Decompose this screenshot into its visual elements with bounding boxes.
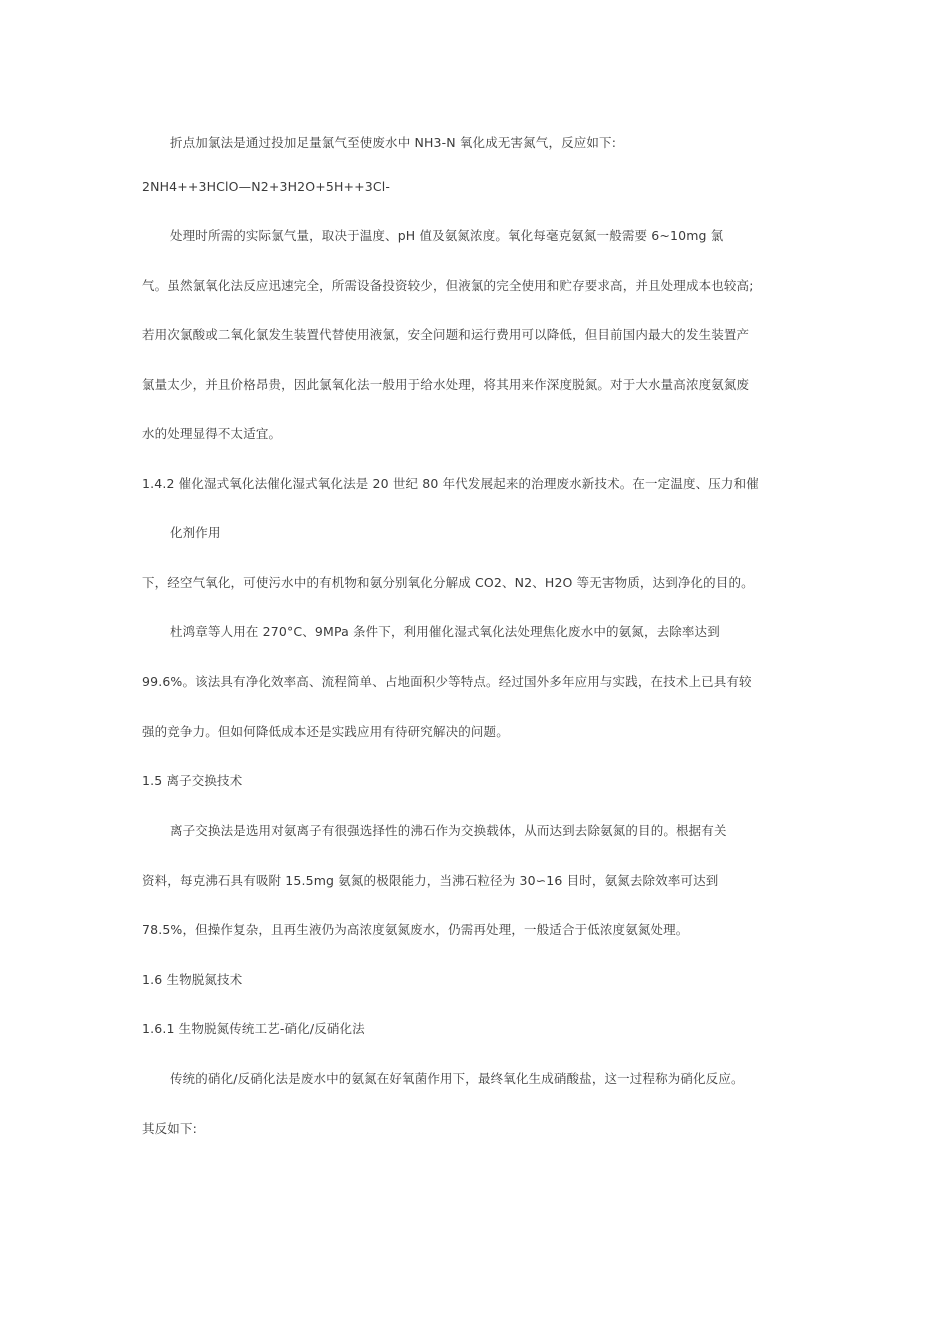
paragraph-line: 处理时所需的实际氯气量，取决于温度、pH 值及氨氮浓度。氧化每毫克氨氮一般需要 6~10mg 氯: [170, 228, 724, 243]
section-heading-1-6-1: 1.6.1 生物脱氮传统工艺-硝化/反硝化法: [142, 1021, 365, 1036]
paragraph-line: 下，经空气氧化，可使污水中的有机物和氨分别氧化分解成 CO2、N2、H2O 等无害物质，达到净化的目的。: [142, 575, 754, 590]
paragraph-line: 其反如下:: [142, 1121, 197, 1136]
paragraph-line: 99.6%。该法具有净化效率高、流程简单、占地面积少等特点。经过国外多年应用与实践，在技术上已具有较: [142, 674, 752, 689]
paragraph-line: 水的处理显得不太适宜。: [142, 426, 282, 441]
paragraph-line: 若用次氯酸或二氧化氯发生装置代替使用液氯，安全问题和运行费用可以降低，但目前国内最大的发生装置产: [142, 327, 750, 342]
paragraph-line: 气。虽然氯氧化法反应迅速完全，所需设备投资较少，但液氯的完全使用和贮存要求高，并且处理成本也较高;: [142, 278, 754, 293]
paragraph-line: 氯量太少，并且价格昂贵，因此氯氧化法一般用于给水处理，将其用来作深度脱氮。对于大水量高浓度氨氮废: [142, 377, 750, 392]
paragraph-line: 化剂作用: [170, 525, 221, 540]
paragraph-line: 杜鸿章等人用在 270°C、9MPa 条件下，利用催化湿式氧化法处理焦化废水中的氨氮，去除率达到: [170, 624, 720, 639]
paragraph-line: 传统的硝化/反硝化法是废水中的氨氮在好氧菌作用下，最终氧化生成硝酸盐，这一过程称为硝化反应。: [170, 1071, 744, 1086]
reaction-equation: 2NH4++3HClO—N2+3H2O+5H++3Cl-: [142, 179, 391, 194]
paragraph-line: 折点加氯法是通过投加足量氯气至使废水中 NH3-N 氧化成无害氮气，反应如下:: [170, 135, 617, 150]
paragraph-line: 强的竞争力。但如何降低成本还是实践应用有待研究解决的问题。: [142, 724, 509, 739]
paragraph-line: 78.5%，但操作复杂，且再生液仍为高浓度氨氮废水，仍需再处理，一般适合于低浓度氨氮处理。: [142, 922, 689, 937]
section-heading-1-5: 1.5 离子交换技术: [142, 773, 243, 788]
paragraph-line: 离子交换法是选用对氨离子有很强选择性的沸石作为交换载体，从而达到去除氨氮的目的。根据有关: [170, 823, 727, 838]
section-heading-1-6: 1.6 生物脱氮技术: [142, 972, 243, 987]
paragraph-line: 资料，每克沸石具有吸附 15.5mg 氨氮的极限能力，当沸石粒径为 30∽16 目时，氨氮去除效率可达到: [142, 873, 719, 888]
section-heading-1-4-2: 1.4.2 催化湿式氧化法催化湿式氧化法是 20 世纪 80 年代发展起来的治理废水新技术。在一定温度、压力和催: [142, 476, 759, 491]
